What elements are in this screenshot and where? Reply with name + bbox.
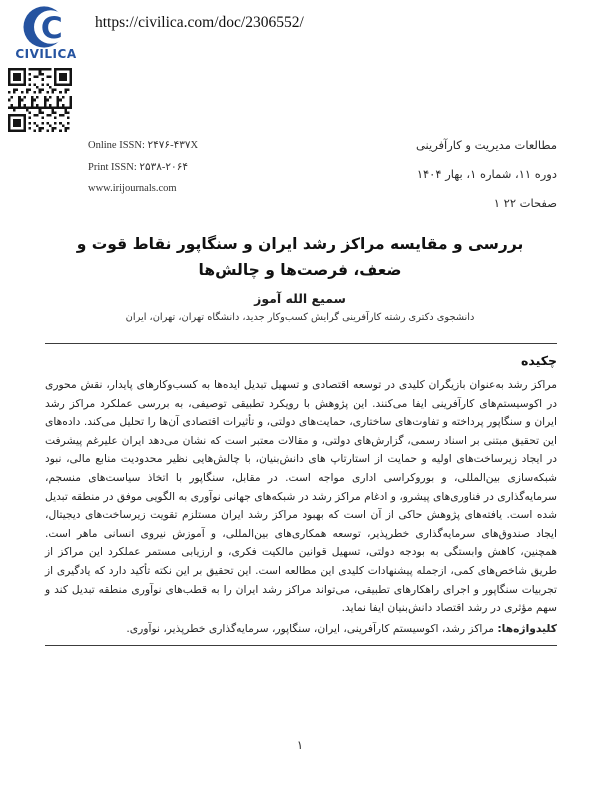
abstract-section <box>45 343 557 646</box>
issn-block <box>88 139 198 204</box>
abstract-heading: چکیده <box>521 353 557 368</box>
journal-website[interactable]: www.irijournals.com <box>88 183 177 194</box>
print-issn-label: Print ISSN <box>88 162 134 173</box>
civilica-logo-icon <box>23 5 69 49</box>
online-issn-label: Online ISSN <box>88 140 142 151</box>
journal-name: مطالعات مدیریت و کارآفرینی <box>415 138 557 152</box>
svg-text:C: C <box>40 11 63 47</box>
keywords-label: کلیدواژه‌ها: <box>497 621 557 635</box>
keywords-line <box>45 620 557 639</box>
document-url-link[interactable]: https://civilica.com/doc/2306552/ <box>95 14 304 31</box>
author-name: سمیع الله آموز <box>254 291 346 306</box>
article-title: بررسی و مقایسه مراکز رشد ایران و سنگاپور نقاط قوت و ضعف، فرصت‌ها و چالش‌ها <box>76 235 524 279</box>
keywords-text: مراکز رشد، اکوسیستم کارآفرینی، ایران، سنگاپور، سرمایه‌گذاری خطرپذیر، نوآوری. <box>126 621 498 635</box>
online-issn-value: ۲۴۷۶-۴۳۷X <box>147 140 199 151</box>
journal-info <box>297 131 557 218</box>
divider-bottom <box>45 645 557 646</box>
print-issn-value: ۲۵۳۸-۲۰۶۴ <box>139 162 188 173</box>
civilica-logo <box>8 5 84 61</box>
divider-top <box>45 343 557 344</box>
qr-code-icon <box>8 68 72 132</box>
civilica-logo-text: CIVILICA <box>15 47 77 61</box>
author-affiliation: دانشجوی دکتری رشته کارآفرینی گرایش کسب‌وکار جدید، دانشگاه تهران، تهران، ایران <box>125 312 475 323</box>
journal-issue: دوره ۱۱، شماره ۱، بهار ۱۴۰۴ <box>416 167 557 181</box>
abstract-text: مراکز رشد به‌عنوان بازیگران کلیدی در توسعه اقتصادی و تسهیل تبدیل ایده‌ها به کسب‌وکارهای پایدار، نقش محوری در اکوسیستم‌های کارآفرینی ایفا می‌کنند. این پژوهش با رویکرد تطبیقی توصیفی، به بررسی عملکرد مراکز رشد ایران و سنگاپور پرداخته و تفاوت‌های ساختاری، حمایت‌های دولتی، و تأثیرات اقتصادی آن‌ها را تحلیل می‌کند. داده‌های این تحقیق مبتنی بر اسناد رسمی، گزارش‌های دولتی، و مقالات معتبر است که نشان می‌دهد ایران علیرغم پیشرفت در ایجاد زیرساخت‌های اولیه و حمایت از استارتاپ های دانش‌بنیان، با چالش‌هایی نظیر محدودیت منابع مالی، نبود شبکه‌سازی بین‌المللی، و بوروکراسی اداری مواجه است. در مقابل، سنگاپور با اتخاذ سیاست‌های منسجم، سرمایه‌گذاری در فناوری‌های پیشرو، و ادغام مراکز رشد در شبکه‌های جهانی نوآوری به الگویی موفق در منطقه تبدیل شده است. یافته‌های پژوهش حاکی از آن است که بهبود مراکز رشد ایران مستلزم تقویت زیرساخت‌های دیجیتال، ایجاد صندوق‌های سرمایه‌گذاری خطرپذیر، توسعه همکاری‌های بین‌المللی، و آموزش نیروی انسانی ماهر است. همچنین، کاهش وابستگی به بودجه دولتی، تسهیل قوانین مالکیت فکری، و ارزیابی مستمر عملکرد این مراکز از طریق شاخص‌های کمی، ازجمله پیشنهادات کلیدی این مطالعه است. این تحقیق بر این نکته تأکید دارد که یادگیری از تجربیات سنگاپور و اجرای راهکارهای تطبیقی، می‌تواند مراکز رشد ایران را به قطب‌های نوآوری منطقه تبدیل کند و سهم مؤثری در رشد اقتصاد دانش‌بنیان ایفا نماید. <box>45 378 557 615</box>
journal-pages: صفحات ۲۲ ۱ <box>493 196 557 210</box>
online-issn: Online ISSN: ۲۴۷۶-۴۳۷X <box>88 140 199 151</box>
print-issn: Print ISSN: ۲۵۳۸-۲۰۶۴ <box>88 162 188 173</box>
page-number: ۱ <box>296 738 304 752</box>
